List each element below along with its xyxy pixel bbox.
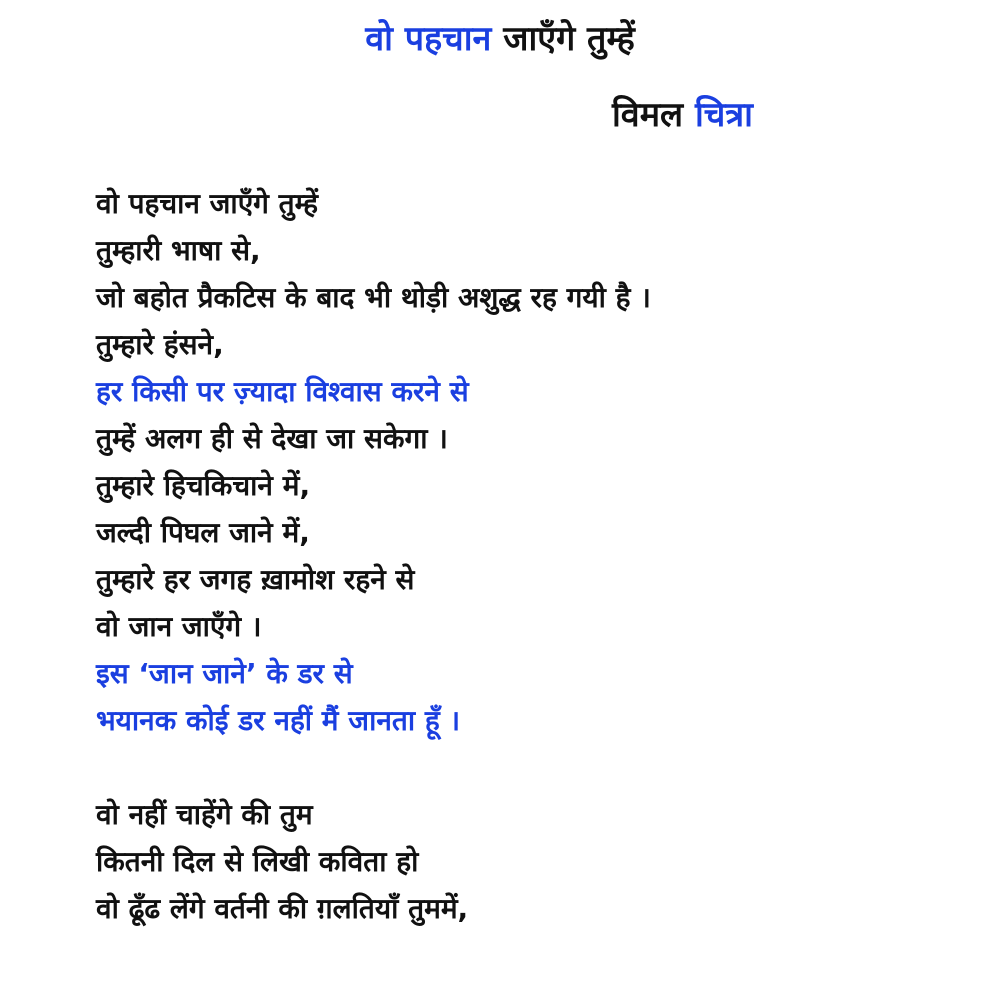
poem-body <box>96 180 976 932</box>
poem-line: तुम्हें अलग ही से देखा जा सकेगा । <box>96 422 448 455</box>
stanza-2 <box>96 791 976 932</box>
author-name <box>612 90 753 140</box>
poem-title <box>0 14 1000 64</box>
title-part-black: जाएँगे तुम्हें <box>491 19 635 59</box>
poem-line: वो पहचान जाएँगे तुम्हें <box>96 187 318 220</box>
poem-line: जल्दी पिघल जाने में, <box>96 516 310 549</box>
poem-line: तुम्हारे हंसने, <box>96 328 224 361</box>
poem-line: तुम्हारे हर जगह ख़ामोश रहने से <box>96 563 415 596</box>
poem-line: जो बहोत प्रैकटिस के बाद भी थोड़ी अशुद्ध रह गयी है । <box>96 281 651 314</box>
poem-line-highlighted: हर किसी पर ज़्यादा विश्वास करने से <box>96 375 469 408</box>
poem-line-highlighted: इस ‘जान जाने’ के डर से <box>96 657 353 690</box>
poem-line: वो ढूँढ लेंगे वर्तनी की ग़लतियाँ तुममें, <box>96 892 469 925</box>
poem-line: कितनी दिल से लिखी कविता हो <box>96 845 419 878</box>
poem-line: तुम्हारी भाषा से, <box>96 234 261 267</box>
title-part-blue: वो पहचान <box>365 19 492 59</box>
author-last-name: चित्रा <box>694 95 753 135</box>
poem-line: वो जान जाएँगे । <box>96 610 262 643</box>
poem-line: वो नहीं चाहेंगे की तुम <box>96 798 313 831</box>
poem-line: तुम्हारे हिचकिचाने में, <box>96 469 311 502</box>
stanza-1 <box>96 180 976 744</box>
author-first-name: विमल <box>612 95 684 135</box>
poem-line-highlighted: भयानक कोई डर नहीं मैं जानता हूँ । <box>96 704 461 737</box>
